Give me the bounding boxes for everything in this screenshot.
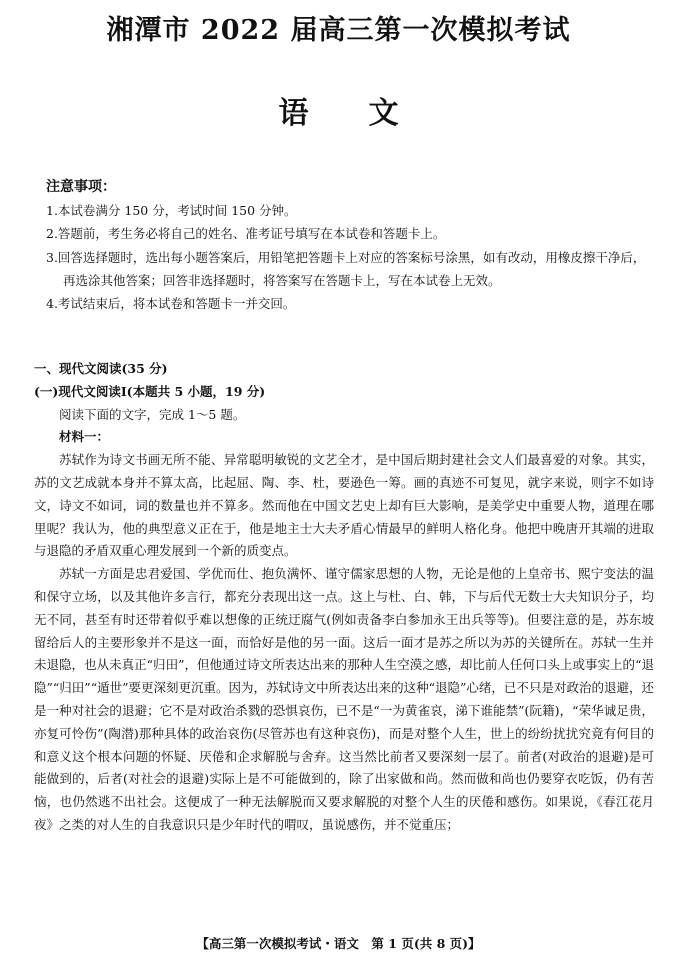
body-paragraph: 苏轼作为诗文书画无所不能、异常聪明敏锐的文艺全才，是中国后期封建社会文人们最喜爱的对象。其实，苏的文艺成就本身并不算太高，比起屈、陶、李、杜，要逊色一筹。画的真迹不可复见，就字来说，则字不如诗文，诗文不如词，词的数量也并不算多。然而他在中国文艺史上却有巨大影响，是美学史中重要人物，道理在哪里呢？我认为，他的典型意义正在于，他是地主士大夫矛盾心情最早的鲜明人格化身。他把中晚唐开其端的进取与退隐的矛盾双重心理发展到一个新的质变点。 [34, 452, 654, 559]
section-heading: 一、现代文阅读(35 分) [34, 361, 168, 376]
reading-section [34, 358, 654, 837]
body-paragraph: 苏轼一方面是忠君爱国、学优而仕、抱负满怀、谨守儒家思想的人物，无论是他的上皇帝书、熙宁变法的温和保守立场，以及其他许多言行，都充分表现出这一点。这上与杜、白、韩，下与后代无数士大夫知识分子，均无不同，甚至有时还带着似乎难以想像的正统迂腐气(例如责备李白参加永王出兵等等)。但要注意的是，苏东坡留给后人的主要形象并不是这一面，而恰好是他的另一面。这后一面才是苏之所以为苏的关键所在。苏轼一生并未退隐，也从未真正“归田”，但他通过诗文所表达出来的那种人生空漠之感，却比前人任何口头上或事实上的“退隐”“归田”“遁世”要更深刻更沉重。因为，苏轼诗文中所表达出来的这种“退隐”心绪，已不只是对政治的退避，还是一种对社会的退避；它不是对政治杀戮的恐惧哀伤，已不是“一为黄雀哀，涕下谁能禁”(阮籍)，“荣华诚足贵，亦复可怜伤”(陶潜)那种具体的政治哀伤(尽管苏也有这种哀伤)，而是对整个人生，世上的纷纷扰扰究竟有何目的和意义这个根本问题的怀疑、厌倦和企求解脱与舍弃。这当然比前者又要深刻一层了。前者(对政治的退避)是可能做到的，后者(对社会的退避)实际上是不可能做到的，除了出家做和尚。然而做和尚也仍要穿衣吃饭，仍有苦恼，也仍然逃不出社会。这便成了一种无法解脱而又要求解脱的对整个人生的厌倦和感伤。如果说，《春江花月夜》之类的对人生的自我意识只是少年时代的喟叹，虽说感伤，并不觉重压； [34, 566, 654, 832]
instruction-text: 阅读下面的文字，完成 1～5 题。 [59, 406, 246, 422]
page-footer: 【高三第一次模拟考试・语文 第 1 页(共 8 页)】 [196, 936, 481, 951]
notice-heading: 注意事项： [46, 179, 116, 195]
sub-section-heading: (一)现代文阅读Ⅰ(本题共 5 小题，19 分) [34, 383, 266, 399]
notice-item: 1.本试卷满分 150 分，考试时间 150 分钟。 [46, 203, 297, 219]
notice-item: 3.回答选择题时，选出每小题答案后，用铅笔把答题卡上对应的答案标号涂黑，如有改动，用橡皮擦干净后，再选涂其他答案；回答非选择题时，将答案写在答题卡上，写在本试卷上无效。 [46, 249, 646, 288]
notice-block [46, 176, 656, 315]
notice-item: 2.答题前，考生务必将自己的姓名、准考证号填写在本试卷和答题卡上。 [46, 226, 446, 242]
notice-item: 4.考试结束后，将本试卷和答题卡一并交回。 [46, 296, 296, 312]
subject-title: 语文 [278, 96, 459, 131]
material-label: 材料一： [59, 429, 110, 445]
exam-title: 湘潭市 2022 届高三第一次模拟考试 [106, 15, 571, 46]
